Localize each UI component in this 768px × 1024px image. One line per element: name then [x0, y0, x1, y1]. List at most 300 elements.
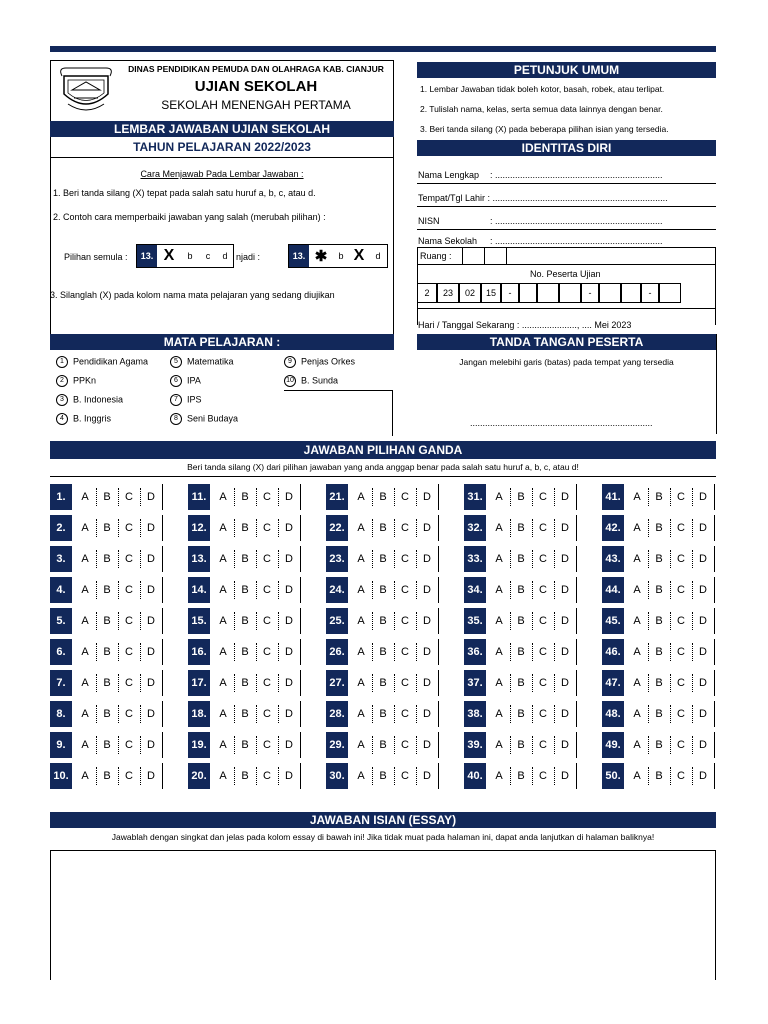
- answer-option-d[interactable]: D: [147, 739, 155, 751]
- answer-option-b[interactable]: B: [103, 553, 111, 565]
- answer-option-c[interactable]: C: [677, 739, 685, 751]
- answer-option-b[interactable]: B: [655, 739, 663, 751]
- answer-option-b[interactable]: B: [517, 615, 525, 627]
- answer-option-c[interactable]: C: [677, 615, 685, 627]
- answer-option-c[interactable]: C: [401, 770, 409, 782]
- answer-option-c[interactable]: C: [401, 677, 409, 689]
- participant-number-cell[interactable]: 23: [437, 283, 459, 303]
- subject-option[interactable]: 7 IPS: [170, 394, 202, 406]
- question-number: 6.: [50, 639, 72, 665]
- answer-option-d[interactable]: D: [147, 646, 155, 658]
- essay-answer-area[interactable]: [50, 850, 716, 980]
- subject-option[interactable]: 9 Penjas Orkes: [284, 356, 355, 368]
- option-border: [576, 701, 577, 727]
- answer-option-b[interactable]: B: [655, 677, 663, 689]
- answer-item: [50, 577, 164, 603]
- essay-note: Jawablah dengan singkat dan jelas pada kolom essay di bawah ini! Jika tidak muat pada halaman ini, dapat anda lanjutkan di halaman baliknya!: [111, 832, 655, 842]
- answer-option-d[interactable]: D: [285, 491, 293, 503]
- answer-option-a[interactable]: A: [219, 491, 227, 503]
- answer-option-b[interactable]: B: [241, 708, 249, 720]
- answer-option-d[interactable]: D: [561, 615, 569, 627]
- answer-item: [602, 763, 716, 789]
- answer-option-b[interactable]: B: [517, 522, 525, 534]
- answer-option-d[interactable]: D: [285, 553, 293, 565]
- answer-option-d[interactable]: D: [285, 646, 293, 658]
- answer-item: [50, 732, 164, 758]
- answer-option-c[interactable]: C: [125, 522, 133, 534]
- answer-option-c[interactable]: C: [401, 708, 409, 720]
- answer-option-c[interactable]: C: [401, 646, 409, 658]
- answer-option-d[interactable]: D: [699, 677, 707, 689]
- option-border: [162, 732, 163, 758]
- signature-line[interactable]: .........................................................................: [470, 418, 653, 428]
- answer-option-c[interactable]: C: [539, 584, 547, 596]
- instructions-heading: Cara Menjawab Pada Lembar Jawaban :: [140, 169, 304, 179]
- answer-option-a[interactable]: A: [495, 615, 503, 627]
- option-border: [438, 546, 439, 572]
- answer-option-b[interactable]: B: [517, 646, 525, 658]
- answer-option-a[interactable]: A: [81, 677, 89, 689]
- answer-option-d[interactable]: D: [561, 553, 569, 565]
- subject-option[interactable]: 3 B. Indonesia: [56, 394, 123, 406]
- answer-option-b[interactable]: B: [103, 770, 111, 782]
- question-number: 49.: [602, 732, 624, 758]
- answer-option-a[interactable]: A: [357, 491, 365, 503]
- answer-option-a[interactable]: A: [495, 522, 503, 534]
- answer-option-b[interactable]: B: [103, 522, 111, 534]
- answer-option-b[interactable]: B: [379, 522, 387, 534]
- answer-option-c[interactable]: C: [263, 770, 271, 782]
- answer-option-c[interactable]: C: [539, 491, 547, 503]
- answer-option-d[interactable]: D: [423, 491, 431, 503]
- question-number: 28.: [326, 701, 348, 727]
- answer-option-d[interactable]: D: [423, 615, 431, 627]
- answer-option-d[interactable]: D: [147, 553, 155, 565]
- answer-option-a[interactable]: A: [495, 491, 503, 503]
- answer-option-d[interactable]: D: [285, 708, 293, 720]
- answer-option-b[interactable]: B: [103, 646, 111, 658]
- answer-option-d[interactable]: D: [147, 522, 155, 534]
- answer-item: [188, 639, 302, 665]
- answer-option-d[interactable]: D: [285, 615, 293, 627]
- participant-number-cell[interactable]: 15: [481, 283, 501, 303]
- subject-option[interactable]: 2 PPKn: [56, 375, 96, 387]
- participant-number-cell[interactable]: 2: [417, 283, 437, 303]
- answer-option-d[interactable]: D: [699, 553, 707, 565]
- answer-option-d[interactable]: D: [285, 584, 293, 596]
- answer-option-b[interactable]: B: [241, 770, 249, 782]
- answer-option-a[interactable]: A: [495, 646, 503, 658]
- mc-note: Beri tanda silang (X) dari pilihan jawaban yang anda anggap benar pada salah satu huruf a, b, c, atau d!: [187, 462, 579, 472]
- example-after: [288, 244, 388, 268]
- answer-option-a[interactable]: A: [633, 770, 641, 782]
- answer-option-b[interactable]: B: [517, 770, 525, 782]
- answer-option-c[interactable]: C: [677, 677, 685, 689]
- answer-option-a[interactable]: A: [357, 646, 365, 658]
- answer-option-c[interactable]: C: [401, 553, 409, 565]
- answer-option-d[interactable]: D: [561, 522, 569, 534]
- answer-option-c[interactable]: C: [401, 584, 409, 596]
- answer-option-d[interactable]: D: [699, 646, 707, 658]
- answer-option-a[interactable]: A: [495, 770, 503, 782]
- answer-item: [602, 577, 716, 603]
- answer-item: [602, 546, 716, 572]
- answer-option-d[interactable]: D: [561, 739, 569, 751]
- answer-option-c[interactable]: C: [539, 522, 547, 534]
- answer-option-c[interactable]: C: [125, 491, 133, 503]
- answer-option-c[interactable]: C: [263, 708, 271, 720]
- answer-option-d[interactable]: D: [423, 677, 431, 689]
- answer-option-d[interactable]: D: [699, 522, 707, 534]
- answer-option-c[interactable]: C: [263, 522, 271, 534]
- answer-option-d[interactable]: D: [699, 584, 707, 596]
- answer-option-d[interactable]: D: [561, 770, 569, 782]
- answer-option-a[interactable]: A: [219, 739, 227, 751]
- answer-option-c[interactable]: C: [677, 770, 685, 782]
- answer-option-d[interactable]: D: [423, 770, 431, 782]
- answer-option-c[interactable]: C: [125, 708, 133, 720]
- participant-number-cell[interactable]: [537, 283, 559, 303]
- subject-option[interactable]: 1 Pendidikan Agama: [56, 356, 148, 368]
- option-border: [576, 608, 577, 634]
- answer-option-c[interactable]: C: [401, 522, 409, 534]
- answer-option-c[interactable]: C: [677, 522, 685, 534]
- answer-option-b[interactable]: B: [379, 770, 387, 782]
- answer-option-a[interactable]: A: [633, 739, 641, 751]
- answer-option-a[interactable]: A: [495, 708, 503, 720]
- birth-field[interactable]: Tempat/Tgl Lahir : ......................................................................: [418, 193, 668, 203]
- participant-number-cell[interactable]: [519, 283, 537, 303]
- answer-option-d[interactable]: D: [147, 677, 155, 689]
- answer-option-b[interactable]: B: [241, 646, 249, 658]
- participant-number-cell[interactable]: [599, 283, 621, 303]
- answer-option-a[interactable]: A: [357, 553, 365, 565]
- answer-option-d[interactable]: D: [699, 739, 707, 751]
- academic-year: TAHUN PELAJARAN 2022/2023: [133, 140, 311, 154]
- answer-option-d[interactable]: D: [423, 522, 431, 534]
- answer-option-c[interactable]: C: [539, 708, 547, 720]
- answer-option-a[interactable]: A: [81, 491, 89, 503]
- answer-item: [188, 763, 302, 789]
- answer-option-c[interactable]: C: [677, 708, 685, 720]
- option-border: [162, 670, 163, 696]
- answer-option-c[interactable]: C: [263, 646, 271, 658]
- answer-option-b[interactable]: B: [655, 708, 663, 720]
- answer-option-c[interactable]: C: [125, 615, 133, 627]
- answer-item: [464, 701, 578, 727]
- answer-option-b[interactable]: B: [103, 615, 111, 627]
- question-number: 14.: [188, 577, 210, 603]
- answer-option-d[interactable]: D: [423, 646, 431, 658]
- answer-option-a[interactable]: A: [495, 739, 503, 751]
- answer-option-a[interactable]: A: [357, 584, 365, 596]
- answer-option-a[interactable]: A: [633, 615, 641, 627]
- question-number: 41.: [602, 484, 624, 510]
- answer-option-d[interactable]: D: [147, 770, 155, 782]
- answer-option-d[interactable]: D: [423, 553, 431, 565]
- answer-option-d[interactable]: D: [561, 646, 569, 658]
- answer-option-b[interactable]: B: [517, 739, 525, 751]
- answer-option-a[interactable]: A: [357, 739, 365, 751]
- answer-option-c[interactable]: C: [539, 646, 547, 658]
- option-border: [438, 484, 439, 510]
- answer-option-b[interactable]: B: [655, 770, 663, 782]
- answer-option-c[interactable]: C: [539, 677, 547, 689]
- answer-option-b[interactable]: B: [655, 615, 663, 627]
- answer-option-b[interactable]: B: [241, 584, 249, 596]
- answer-option-c[interactable]: C: [677, 646, 685, 658]
- answer-option-b[interactable]: B: [379, 553, 387, 565]
- subject-option[interactable]: 10 B. Sunda: [284, 375, 338, 387]
- answer-option-a[interactable]: A: [81, 522, 89, 534]
- answer-option-c[interactable]: C: [125, 584, 133, 596]
- option-border: [714, 484, 715, 510]
- answer-option-d[interactable]: D: [147, 584, 155, 596]
- answer-option-a[interactable]: A: [633, 491, 641, 503]
- answer-option-d[interactable]: D: [285, 522, 293, 534]
- answer-option-c[interactable]: C: [263, 491, 271, 503]
- answer-option-a[interactable]: A: [633, 522, 641, 534]
- answer-option-c[interactable]: C: [263, 584, 271, 596]
- answer-option-c[interactable]: C: [539, 739, 547, 751]
- answer-option-a[interactable]: A: [81, 584, 89, 596]
- answer-option-c[interactable]: C: [401, 491, 409, 503]
- answer-option-b[interactable]: B: [517, 584, 525, 596]
- answer-option-d[interactable]: D: [285, 770, 293, 782]
- answer-option-b[interactable]: B: [241, 522, 249, 534]
- answer-option-b[interactable]: B: [517, 553, 525, 565]
- answer-option-c[interactable]: C: [125, 770, 133, 782]
- option-border: [714, 732, 715, 758]
- answer-option-c[interactable]: C: [677, 491, 685, 503]
- answer-option-b[interactable]: B: [517, 708, 525, 720]
- answer-option-b[interactable]: B: [103, 677, 111, 689]
- participant-number-cell[interactable]: [659, 283, 681, 303]
- answer-option-b[interactable]: B: [517, 677, 525, 689]
- answer-option-a[interactable]: A: [219, 770, 227, 782]
- answer-option-a[interactable]: A: [219, 708, 227, 720]
- answer-option-d[interactable]: D: [699, 770, 707, 782]
- answer-option-b[interactable]: B: [241, 615, 249, 627]
- answer-option-a[interactable]: A: [633, 646, 641, 658]
- answer-option-a[interactable]: A: [357, 708, 365, 720]
- answer-option-c[interactable]: C: [125, 646, 133, 658]
- answer-option-a[interactable]: A: [495, 553, 503, 565]
- top-rule: [50, 46, 716, 52]
- answer-option-b[interactable]: B: [241, 739, 249, 751]
- general-instructions-title: PETUNJUK UMUM: [417, 62, 716, 78]
- option-border: [300, 515, 301, 541]
- answer-option-a[interactable]: A: [633, 677, 641, 689]
- answer-option-a[interactable]: A: [495, 584, 503, 596]
- participant-number-cell[interactable]: -: [641, 283, 659, 303]
- answer-option-a[interactable]: A: [81, 739, 89, 751]
- answer-option-a[interactable]: A: [357, 770, 365, 782]
- answer-item: [464, 546, 578, 572]
- answer-option-d[interactable]: D: [285, 739, 293, 751]
- answer-option-a[interactable]: A: [219, 677, 227, 689]
- question-number: 38.: [464, 701, 486, 727]
- answer-option-c[interactable]: C: [125, 677, 133, 689]
- answer-option-c[interactable]: C: [263, 739, 271, 751]
- answer-item: [50, 670, 164, 696]
- option-border: [438, 670, 439, 696]
- example-number: 13.: [137, 245, 157, 267]
- answer-option-a[interactable]: A: [81, 615, 89, 627]
- answer-option-a[interactable]: A: [81, 646, 89, 658]
- date-field[interactable]: Hari / Tanggal Sekarang : ......................, .... Mei 2023: [418, 320, 632, 330]
- answer-option-d[interactable]: D: [147, 615, 155, 627]
- option-border: [300, 577, 301, 603]
- answer-option-b[interactable]: B: [103, 491, 111, 503]
- answer-option-b[interactable]: B: [517, 491, 525, 503]
- option-border: [300, 732, 301, 758]
- answer-option-b[interactable]: B: [379, 739, 387, 751]
- answer-option-a[interactable]: A: [81, 708, 89, 720]
- answer-option-a[interactable]: A: [219, 553, 227, 565]
- school-field[interactable]: : ...................................................................: [490, 236, 663, 246]
- identity-title: IDENTITAS DIRI: [417, 140, 716, 156]
- answer-option-a[interactable]: A: [219, 522, 227, 534]
- answer-option-d[interactable]: D: [561, 584, 569, 596]
- option-border: [576, 484, 577, 510]
- answer-option-a[interactable]: A: [219, 615, 227, 627]
- option-border: [438, 701, 439, 727]
- answer-item: [464, 732, 578, 758]
- answer-option-b[interactable]: B: [379, 584, 387, 596]
- answer-option-d[interactable]: D: [423, 739, 431, 751]
- answer-option-a[interactable]: A: [633, 553, 641, 565]
- answer-option-b[interactable]: B: [103, 708, 111, 720]
- participant-number-cell[interactable]: -: [501, 283, 519, 303]
- answer-option-d[interactable]: D: [147, 491, 155, 503]
- name-field[interactable]: : ...................................................................: [490, 170, 663, 180]
- question-number: 22.: [326, 515, 348, 541]
- answer-option-d[interactable]: D: [147, 708, 155, 720]
- participant-number-cell[interactable]: 02: [459, 283, 481, 303]
- answer-item: [326, 763, 440, 789]
- answer-option-b[interactable]: B: [379, 677, 387, 689]
- answer-option-b[interactable]: B: [655, 584, 663, 596]
- answer-option-a[interactable]: A: [219, 584, 227, 596]
- name-label: Nama Lengkap: [418, 170, 480, 180]
- participant-number-cell[interactable]: [621, 283, 641, 303]
- answer-option-c[interactable]: C: [263, 553, 271, 565]
- option-border: [714, 577, 715, 603]
- answer-option-d[interactable]: D: [285, 677, 293, 689]
- answer-option-c[interactable]: C: [677, 553, 685, 565]
- answer-item: [602, 608, 716, 634]
- room-label: Ruang :: [420, 251, 452, 261]
- answer-option-a[interactable]: A: [357, 522, 365, 534]
- answer-option-d[interactable]: D: [699, 708, 707, 720]
- question-number: 1.: [50, 484, 72, 510]
- answer-option-c[interactable]: C: [401, 615, 409, 627]
- option-border: [162, 515, 163, 541]
- question-number: 20.: [188, 763, 210, 789]
- answer-item: [464, 484, 578, 510]
- answer-option-a[interactable]: A: [81, 553, 89, 565]
- divider: [50, 476, 716, 477]
- subject-option[interactable]: 6 IPA: [170, 375, 201, 387]
- answer-option-d[interactable]: D: [561, 491, 569, 503]
- answer-option-b[interactable]: B: [655, 553, 663, 565]
- answer-item: [326, 546, 440, 572]
- answer-option-d[interactable]: D: [423, 584, 431, 596]
- answer-option-c[interactable]: C: [539, 553, 547, 565]
- answer-option-b[interactable]: B: [379, 491, 387, 503]
- answer-option-d[interactable]: D: [561, 708, 569, 720]
- answer-item: [326, 670, 440, 696]
- answer-option-b[interactable]: B: [655, 646, 663, 658]
- option-border: [576, 732, 577, 758]
- answer-option-b[interactable]: B: [241, 677, 249, 689]
- question-number: 3.: [50, 546, 72, 572]
- option-letter: d: [375, 251, 381, 261]
- answer-option-c[interactable]: C: [401, 739, 409, 751]
- option-border: [576, 639, 577, 665]
- answer-option-d[interactable]: D: [423, 708, 431, 720]
- answer-option-d[interactable]: D: [699, 491, 707, 503]
- answer-item: [326, 639, 440, 665]
- question-number: 25.: [326, 608, 348, 634]
- option-border: [438, 577, 439, 603]
- answer-option-b[interactable]: B: [379, 708, 387, 720]
- answer-option-b[interactable]: B: [379, 646, 387, 658]
- question-number: 48.: [602, 701, 624, 727]
- answer-option-b[interactable]: B: [241, 553, 249, 565]
- answer-option-b[interactable]: B: [655, 491, 663, 503]
- answer-option-b[interactable]: B: [379, 615, 387, 627]
- answer-option-b[interactable]: B: [241, 491, 249, 503]
- answer-option-a[interactable]: A: [81, 770, 89, 782]
- answer-option-a[interactable]: A: [633, 584, 641, 596]
- answer-option-c[interactable]: C: [125, 553, 133, 565]
- answer-option-d[interactable]: D: [699, 615, 707, 627]
- answer-option-b[interactable]: B: [103, 739, 111, 751]
- answer-option-c[interactable]: C: [263, 615, 271, 627]
- participant-number-cell[interactable]: [559, 283, 581, 303]
- question-number: 21.: [326, 484, 348, 510]
- question-number: 34.: [464, 577, 486, 603]
- answer-option-a[interactable]: A: [219, 646, 227, 658]
- answer-option-a[interactable]: A: [633, 708, 641, 720]
- answer-option-a[interactable]: A: [357, 677, 365, 689]
- answer-option-c[interactable]: C: [539, 770, 547, 782]
- option-border: [576, 670, 577, 696]
- subject-option[interactable]: 8 Seni Budaya: [170, 413, 238, 425]
- participant-number-cell[interactable]: -: [581, 283, 599, 303]
- answer-option-a[interactable]: A: [495, 677, 503, 689]
- general-item: 1. Lembar Jawaban tidak boleh kotor, basah, robek, atau terlipat.: [420, 84, 665, 94]
- option-border: [714, 608, 715, 634]
- question-number: 46.: [602, 639, 624, 665]
- subject-option[interactable]: 5 Matematika: [170, 356, 234, 368]
- answer-item: [326, 701, 440, 727]
- answer-option-c[interactable]: C: [539, 615, 547, 627]
- answer-option-d[interactable]: D: [561, 677, 569, 689]
- answer-option-a[interactable]: A: [357, 615, 365, 627]
- question-number: 10.: [50, 763, 72, 789]
- subject-option[interactable]: 4 B. Inggris: [56, 413, 111, 425]
- answer-option-b[interactable]: B: [103, 584, 111, 596]
- answer-item: [188, 484, 302, 510]
- nisn-field[interactable]: : ...................................................................: [490, 216, 663, 226]
- answer-option-c[interactable]: C: [263, 677, 271, 689]
- answer-option-b[interactable]: B: [655, 522, 663, 534]
- answer-option-c[interactable]: C: [125, 739, 133, 751]
- answer-option-c[interactable]: C: [677, 584, 685, 596]
